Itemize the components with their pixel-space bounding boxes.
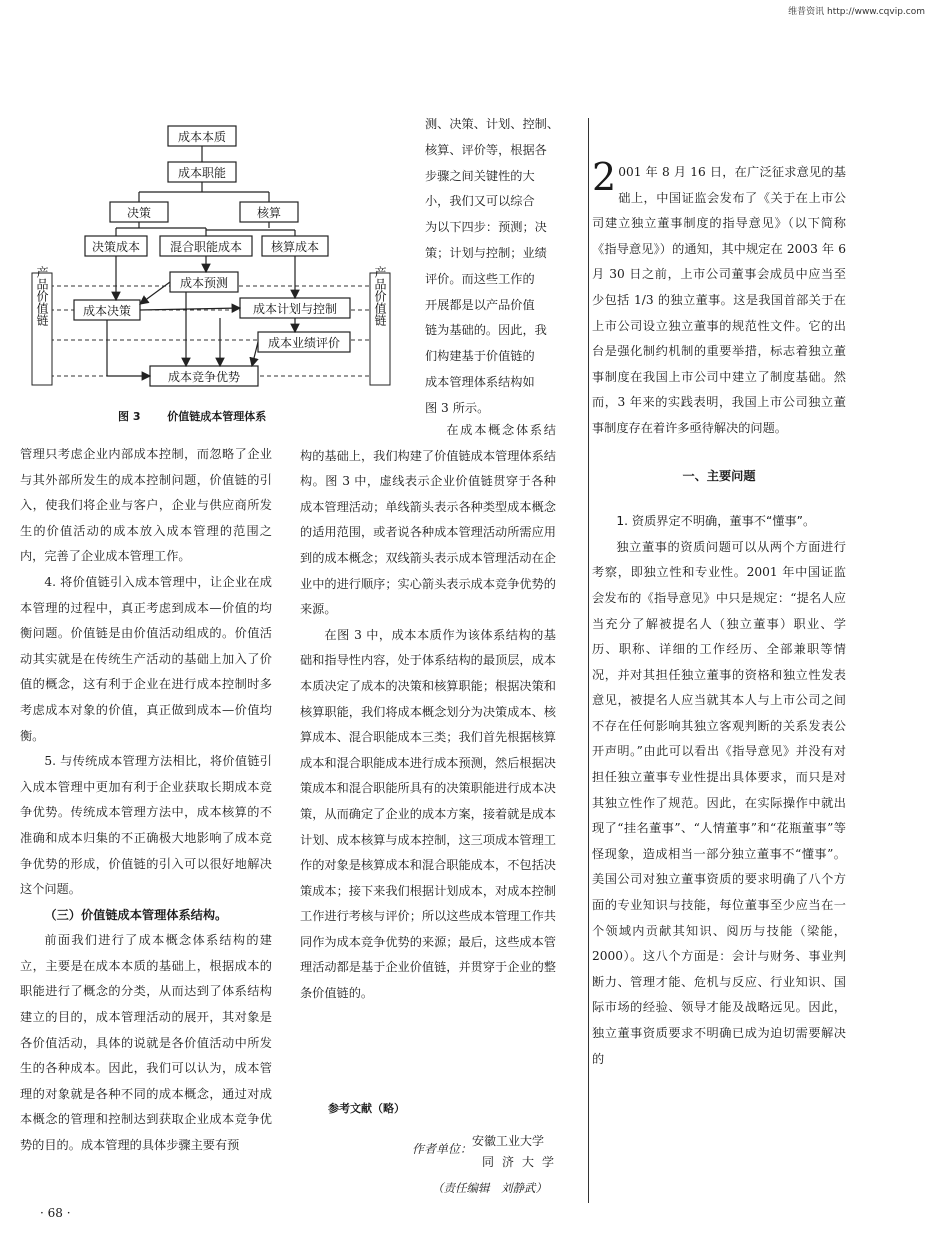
editor-note: （责任编辑 刘静武）: [432, 1181, 547, 1195]
col2-top-line: 策；计划与控制；业绩: [425, 245, 547, 260]
author-unit-1: 安徽工业大学: [472, 1134, 545, 1148]
col2-top-line: 成本管理体系结构如: [425, 374, 535, 389]
node-cost-forecast: 成本预测: [179, 276, 229, 290]
section-heading: 一、主要问题: [682, 468, 756, 483]
column-divider: [588, 118, 589, 1203]
col2-top-line: 核算、评价等，根据各: [425, 142, 547, 157]
value-chain-right-label: 产品价值链: [373, 266, 387, 326]
value-chain-diagram: [30, 118, 410, 400]
col1-subheading: （三）价值链成本管理体系结构。: [44, 907, 228, 922]
node-cost-decision: 成本决策: [82, 304, 132, 318]
value-chain-left-label: 产品价值链: [35, 266, 49, 326]
col2-top-line: 步骤之间关键性的大: [425, 168, 535, 183]
col2-top-line: 测、决策、计划、控制、: [425, 117, 560, 131]
col3-paragraph: 独立董事的资质问题可以从两个方面进行考察，即独立性和专业性。2001 年中国证监会发布的《指导意见》中只是规定：“提名人应当充分了解被提名人（独立董事）职业、学历、职称、详细的工作经历、全部兼职等情况，并对其担任独立董事的资格和独立性发表意见，被提名人应当就其本人与上市公司之间不存在任何影响其独立客观判断的关系发表公开声明。”由此可以看出《指导意见》并没有对担任独立董事专业性提出具体要求，而只是对其独立性作了规范。因此，在实际操作中就出现了“挂名董事”、“人情董事”和“花瓶董事”等怪现象，造成相当一部分独立董事不“懂事”。美国公司对独立董事资质的要求明确了八个方面的专业知识与技能，每位董事至少应当在一个领域内贡献其知识、阅历与技能（梁能，2000）。这八个方面是：会计与财务、事业判断力、管理才能、危机与反应、行业知识、国际市场的经验、领导才能及战略远见。因此，独立董事资质要求不明确已成为迫切需要解决的: [592, 539, 846, 1066]
col2-top-line: 评价。而这些工作的: [425, 271, 535, 286]
col1-paragraph: 5. 与传统成本管理方法相比，将价值链引入成本管理中更加有利于企业获取长期成本竞争优势。传统成本管理方法中，成本核算的不准确和成本归集的不正确极大地影响了成本竞争优势的形成，价值链的引入可以很好地解决这个问题。: [20, 754, 272, 897]
node-cost-function: 成本职能: [177, 166, 227, 180]
col3-intro: [592, 155, 846, 442]
col3-intro-text: 001 年 8 月 16 日，在广泛征求意见的基础上，中国证监会发布了《关于在上市公司建立独立董事制度的指导意见》（以下简称《指导意见》）的通知，其中规定在 2003 年 6 月 30 日之前，上市公司董事会成员中应当至少包括 1/3 的独立董事。这是我国首部关于在上市公司设立独立董事的规范性文件。它的出台是强化制约机制的重要举措，标志着独立董事制度在我国上市公司中建立了制度基础。然而，3 年来的实践表明，我国上市公司独立董事制度存在着许多亟待解决的问题。: [592, 165, 846, 435]
col2-top: [425, 112, 573, 422]
col2-top-line: 开展都是以产品价值: [425, 297, 535, 312]
col2-top-line: 为以下四步：预测；决: [425, 220, 547, 235]
dropcap: 2: [592, 155, 617, 199]
node-cost-performance: 成本业绩评价: [267, 336, 341, 350]
author-label: 作者单位：: [412, 1142, 473, 1156]
col2-top-line: 小，我们又可以综合: [425, 194, 535, 209]
col2-top-line: 图 3 所示。: [425, 400, 490, 415]
watermark: 维普资讯 http://www.cqvip.com: [788, 7, 925, 17]
col1-paragraph: 4. 将价值链引入成本管理中，让企业在成本管理的过程中，真正考虑到成本—价值的均衡问题。价值链是由价值活动组成的。价值活动其实就是在传统生产活动的基础上加入了价值的概念，这有利于企业在进行成本控制时多考虑成本对象的价值，真正做到成本—价值均衡。: [20, 574, 272, 743]
node-accounting: 核算: [256, 206, 282, 220]
node-accounting-cost: 核算成本: [270, 240, 320, 254]
node-decision-cost: 决策成本: [91, 240, 141, 254]
node-mixed-cost: 混合职能成本: [169, 240, 243, 254]
col1-paragraph: 前面我们进行了成本概念体系结构的建立，主要是在成本本质的基础上，根据成本的职能进行了概念的分类，从而达到了体系结构建立的目的，成本管理活动的展开，其对象是各价值活动，具体的说就是各价值活动中所发生的各种成本。因此，我们可以认为，成本管理的对象就是各种不同的成本概念，通过对成本概念的管理和控制达到获取企业成本竞争优势的目的。成本管理的具体步骤主要有预: [20, 933, 272, 1153]
col3-subheading: 1. 资质界定不明确，董事不“懂事”。: [616, 514, 816, 529]
col2-paragraph: 在成本概念体系结构的基础上，我们构建了价值链成本管理体系结构。图 3 中，虚线表示企业价值链贯穿于各种成本管理活动；单线箭头表示各种类型成本概念的适用范围，或者说各种成本管理活动所需应用到的成本概念；双线箭头表示成本管理活动在企业中的进行顺序；实心箭头表示成本竞争优势的来源。: [300, 423, 556, 617]
col2-paragraph: 在图 3 中，成本本质作为该体系结构的基础和指导性内容，处于体系结构的最顶层，成本本质决定了成本的决策和核算职能；根据决策和核算职能，我们将成本概念划分为决策成本、核算成本、混合职能成本三类；我们首先根据核算成本和混合职能成本进行成本预测，然后根据决策成本和混合职能所具有的决策职能进行成本决策，从而确定了企业的成本方案，接着就是成本计划、成本核算与成本控制，这三项成本管理工作的对象是核算成本和混合职能成本，不包括决策成本；接下来我们根据计划成本，对成本控制工作进行考核与评价；所以这些成本管理工作共同作为成本竞争优势的来源；最后，这些成本管理活动都是基于企业价值链，并贯穿于企业的整条价值链的。: [300, 627, 556, 1001]
author-unit-2: 同济大学: [482, 1155, 563, 1169]
figure-caption-text: 价值链成本管理体系: [167, 410, 267, 423]
col1-paragraph: 管理只考虑企业内部成本控制，而忽略了企业与其外部所发生的成本控制问题，价值链的引入，使我们将企业与客户，企业与供应商所发生的价值活动的成本放入成本管理的范围之内，完善了企业成本管理工作。: [20, 447, 272, 564]
column-2: [300, 418, 556, 1007]
column-1: [20, 442, 272, 1159]
column-3: [592, 155, 846, 1072]
page-number: · 68 ·: [40, 1206, 71, 1220]
col2-top-line: 们构建基于价值链的: [425, 349, 535, 364]
col2-top-line: 链为基础的。因此，我: [425, 323, 547, 338]
node-competitive-advantage: 成本竞争优势: [167, 370, 241, 384]
node-cost-plan-control: 成本计划与控制: [252, 302, 338, 316]
references: 参考文献（略）: [328, 1102, 405, 1115]
figure-caption-number: 图 3: [118, 410, 141, 423]
figure-caption: [118, 408, 266, 424]
node-decision: 决策: [126, 206, 152, 220]
node-cost-essence: 成本本质: [177, 130, 227, 144]
